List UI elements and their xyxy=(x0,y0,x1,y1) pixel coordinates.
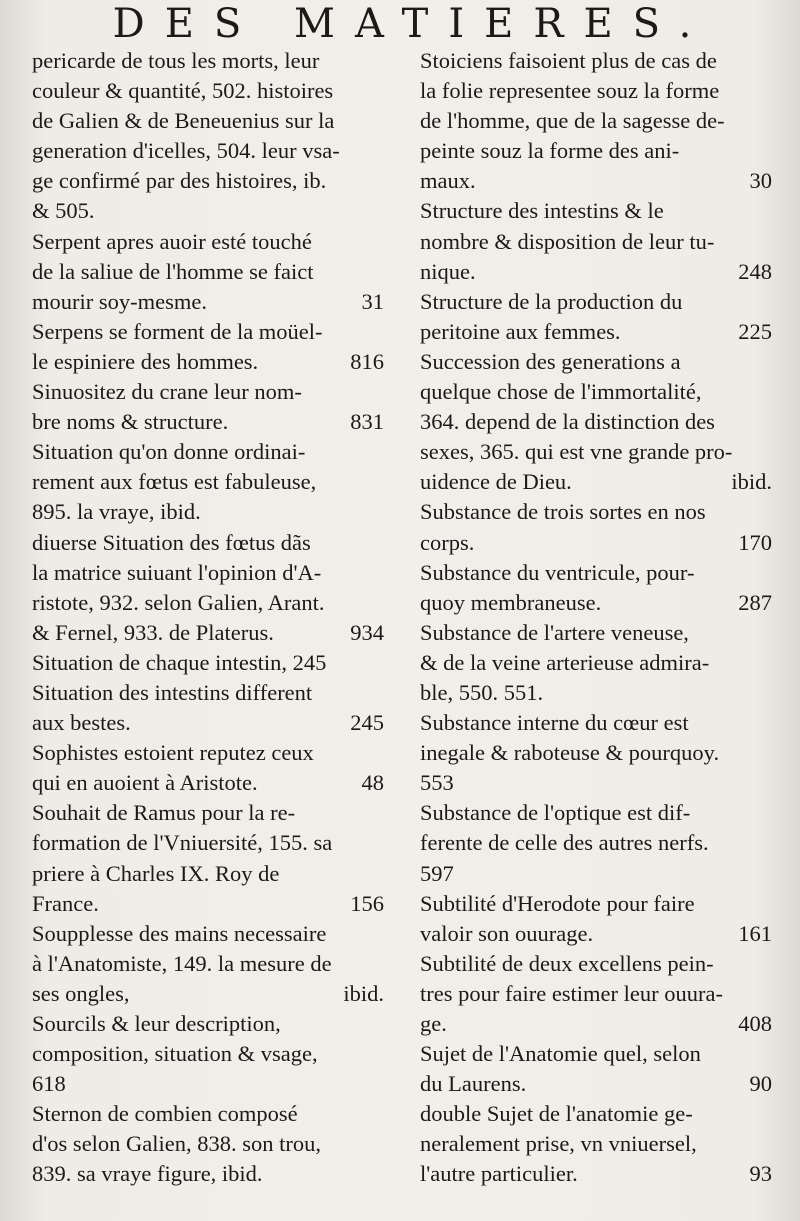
index-line xyxy=(32,287,384,317)
index-line xyxy=(32,979,384,1009)
index-entry-text: qui en auoient à Aristote. xyxy=(32,770,258,796)
index-line xyxy=(420,648,772,678)
page-reference: 248 xyxy=(738,258,772,284)
index-entry-text: inegale & raboteuse & pourquoy. xyxy=(420,740,720,766)
index-line xyxy=(32,377,384,407)
index-entry-text: l'autre particulier. xyxy=(420,1161,578,1187)
index-entry-text: 364. depend de la distinction des xyxy=(420,409,715,435)
index-line xyxy=(32,588,384,618)
index-line xyxy=(420,768,772,798)
index-entry-text: Sinuositez du crane leur nom- xyxy=(32,379,302,405)
left-column xyxy=(32,46,384,1201)
index-entry-text: diuerse Situation des fœtus dãs xyxy=(32,529,311,555)
index-entry-text: couleur & quantité, 502. histoires xyxy=(32,78,334,104)
index-entry-text: à l'Anatomiste, 149. la mesure de xyxy=(32,950,332,976)
index-line xyxy=(32,648,384,678)
index-line xyxy=(32,106,384,136)
index-entry-text: ferente de celle des autres nerfs. xyxy=(420,830,709,856)
index-line xyxy=(420,859,772,889)
index-entry-text: Subtilité d'Herodote pour faire xyxy=(420,890,695,916)
index-entry-text: ble, 550. 551. xyxy=(420,679,544,705)
index-line xyxy=(32,407,384,437)
index-line xyxy=(32,1039,384,1069)
index-line xyxy=(420,1099,772,1129)
index-entry-text: priere à Charles IX. Roy de xyxy=(32,860,280,886)
index-line xyxy=(32,1159,384,1189)
index-entry-text: du Laurens. xyxy=(420,1071,527,1097)
index-line xyxy=(32,497,384,527)
index-line xyxy=(32,467,384,497)
index-line xyxy=(420,1039,772,1069)
page-reference: 934 xyxy=(350,619,384,645)
index-line xyxy=(420,407,772,437)
index-entry-text: Serpens se forment de la moüel- xyxy=(32,318,323,344)
index-line xyxy=(32,919,384,949)
index-entry-text: rement aux fœtus est fabuleuse, xyxy=(32,469,317,495)
page-reference: ibid. xyxy=(731,469,772,495)
index-line xyxy=(32,1129,384,1159)
index-entry-text: Sophistes estoient reputez ceux xyxy=(32,740,314,766)
index-entry-text: quelque chose de l'immortalité, xyxy=(420,379,702,405)
index-entry-text: formation de l'Vniuersité, 155. sa xyxy=(32,830,333,856)
index-line xyxy=(420,136,772,166)
index-entry-text: nombre & disposition de leur tu- xyxy=(420,228,715,254)
index-entry-text: Sujet de l'Anatomie quel, selon xyxy=(420,1041,701,1067)
index-entry-text: d'os selon Galien, 838. son trou, xyxy=(32,1131,322,1157)
index-entry-text: corps. xyxy=(420,529,475,555)
index-entry-text: double Sujet de l'anatomie ge- xyxy=(420,1101,693,1127)
index-entry-text: Sternon de combien composé xyxy=(32,1101,298,1127)
index-line xyxy=(32,708,384,738)
index-entry-text: uidence de Dieu. xyxy=(420,469,572,495)
index-line xyxy=(32,1009,384,1039)
index-line xyxy=(32,46,384,76)
index-line xyxy=(420,497,772,527)
index-entry-text: Substance du ventricule, pour- xyxy=(420,559,695,585)
index-line xyxy=(32,257,384,287)
index-entry-text: de Galien & de Beneuenius sur la xyxy=(32,108,335,134)
index-line xyxy=(420,1009,772,1039)
index-entry-text: 895. la vraye, ibid. xyxy=(32,499,201,525)
index-entry-text: Situation des intestins different xyxy=(32,679,313,705)
index-line xyxy=(420,437,772,467)
index-entry-text: 839. sa vraye figure, ibid. xyxy=(32,1161,263,1187)
index-line xyxy=(420,708,772,738)
page-reference: 831 xyxy=(350,409,384,435)
index-entry-text: bre noms & structure. xyxy=(32,409,229,435)
index-line xyxy=(420,798,772,828)
index-line xyxy=(32,317,384,347)
index-entry-text: quoy membraneuse. xyxy=(420,589,602,615)
index-entry-text: Substance interne du cœur est xyxy=(420,710,689,736)
index-line xyxy=(420,166,772,196)
index-entry-text: sexes, 365. qui est vne grande pro- xyxy=(420,439,733,465)
index-entry-text: peritoine aux femmes. xyxy=(420,318,621,344)
index-line xyxy=(32,678,384,708)
index-line xyxy=(32,76,384,106)
right-column xyxy=(420,46,772,1201)
index-line xyxy=(420,196,772,226)
index-line xyxy=(420,949,772,979)
index-columns xyxy=(32,46,772,1201)
page-reference: 245 xyxy=(350,710,384,736)
index-line xyxy=(420,558,772,588)
index-line xyxy=(420,979,772,1009)
index-line xyxy=(32,196,384,226)
index-line xyxy=(420,1129,772,1159)
index-entry-text: Situation de chaque intestin, 245 xyxy=(32,649,327,675)
index-entry-text: Sourcils & leur description, xyxy=(32,1011,281,1036)
index-entry-text: composition, situation & vsage, xyxy=(32,1041,318,1067)
index-line xyxy=(420,889,772,919)
index-line xyxy=(420,257,772,287)
page-reference: 225 xyxy=(738,318,772,344)
index-entry-text: ge confirmé par des histoires, ib. xyxy=(32,168,327,194)
index-entry-text: de l'homme, que de la sagesse de- xyxy=(420,108,725,134)
index-line xyxy=(32,859,384,889)
index-entry-text: Substance de l'artere veneuse, xyxy=(420,619,689,645)
index-entry-text: Souhait de Ramus pour la re- xyxy=(32,800,296,826)
index-line xyxy=(420,1069,772,1099)
index-entry-text: Situation qu'on donne ordinai- xyxy=(32,439,306,465)
index-entry-text: & 505. xyxy=(32,198,95,224)
index-line xyxy=(32,166,384,196)
index-line xyxy=(32,227,384,257)
index-line xyxy=(420,738,772,768)
index-line xyxy=(420,1159,772,1189)
index-entry-text: Subtilité de deux excellens pein- xyxy=(420,950,714,976)
index-line xyxy=(32,828,384,858)
index-line xyxy=(420,76,772,106)
index-entry-text: Structure de la production du xyxy=(420,288,683,314)
index-entry-text: ristote, 932. selon Galien, Arant. xyxy=(32,589,325,615)
index-line xyxy=(420,227,772,257)
index-entry-text: Succession des generations a xyxy=(420,348,681,374)
index-entry-text: 553 xyxy=(420,770,454,796)
index-entry-text: Stoiciens faisoient plus de cas de xyxy=(420,48,717,73)
index-entry-text: generation d'icelles, 504. leur vsa- xyxy=(32,138,340,164)
index-entry-text: de la saliue de l'homme se faict xyxy=(32,258,314,284)
page-reference: 90 xyxy=(749,1071,772,1097)
page-reference: 161 xyxy=(738,920,772,946)
page-reference: 93 xyxy=(749,1161,772,1187)
index-entry-text: ses ongles, xyxy=(32,980,130,1006)
index-line xyxy=(32,798,384,828)
index-line xyxy=(420,618,772,648)
index-line xyxy=(420,588,772,618)
page-reference: 170 xyxy=(738,529,772,555)
index-entry-text: tres pour faire estimer leur ouura- xyxy=(420,980,723,1006)
index-entry-text: Substance de trois sortes en nos xyxy=(420,499,706,525)
index-line xyxy=(32,1069,384,1099)
index-line xyxy=(420,528,772,558)
index-line xyxy=(32,528,384,558)
index-entry-text: 618 xyxy=(32,1071,66,1097)
page-reference: 408 xyxy=(738,1011,772,1036)
index-entry-text: pericarde de tous les morts, leur xyxy=(32,48,320,73)
index-entry-text: le espiniere des hommes. xyxy=(32,348,259,374)
index-entry-text: peinte souz la forme des ani- xyxy=(420,138,680,164)
index-entry-text: & de la veine arterieuse admira- xyxy=(420,649,710,675)
index-line xyxy=(32,1099,384,1129)
index-line xyxy=(420,919,772,949)
index-line xyxy=(32,949,384,979)
page-reference: 31 xyxy=(361,288,384,314)
index-entry-text: nique. xyxy=(420,258,476,284)
index-line xyxy=(32,558,384,588)
page-reference: 816 xyxy=(350,348,384,374)
index-line xyxy=(32,437,384,467)
index-line xyxy=(420,106,772,136)
page-reference: ibid. xyxy=(343,980,384,1006)
index-entry-text: la folie representee souz la forme xyxy=(420,78,720,104)
index-entry-text: Serpent apres auoir esté touché xyxy=(32,228,312,254)
index-line xyxy=(32,738,384,768)
index-entry-text: maux. xyxy=(420,168,476,194)
index-line xyxy=(420,828,772,858)
page-reference: 156 xyxy=(350,890,384,916)
index-line xyxy=(32,889,384,919)
index-entry-text: mourir soy-mesme. xyxy=(32,288,207,314)
index-entry-text: France. xyxy=(32,890,99,916)
index-line xyxy=(32,136,384,166)
index-line xyxy=(32,618,384,648)
index-entry-text: Soupplesse des mains necessaire xyxy=(32,920,327,946)
index-line xyxy=(420,287,772,317)
index-line xyxy=(420,46,772,76)
index-entry-text: neralement prise, vn vniuersel, xyxy=(420,1131,697,1157)
index-line xyxy=(32,768,384,798)
index-line xyxy=(32,347,384,377)
index-entry-text: & Fernel, 933. de Platerus. xyxy=(32,619,274,645)
index-line xyxy=(420,467,772,497)
index-entry-text: aux bestes. xyxy=(32,710,131,736)
index-entry-text: Structure des intestins & le xyxy=(420,198,664,224)
page-reference: 48 xyxy=(361,770,384,796)
index-entry-text: la matrice suiuant l'opinion d'A- xyxy=(32,559,322,585)
index-entry-text: valoir son ouurage. xyxy=(420,920,594,946)
index-entry-text: ge. xyxy=(420,1011,447,1036)
index-line xyxy=(420,377,772,407)
page-reference: 287 xyxy=(738,589,772,615)
index-entry-text: 597 xyxy=(420,860,454,886)
index-line xyxy=(420,347,772,377)
index-entry-text: Substance de l'optique est dif- xyxy=(420,800,691,826)
index-line xyxy=(420,317,772,347)
running-header: DES MATIERES. xyxy=(112,1,712,47)
index-line xyxy=(420,678,772,708)
page-reference: 30 xyxy=(749,168,772,194)
